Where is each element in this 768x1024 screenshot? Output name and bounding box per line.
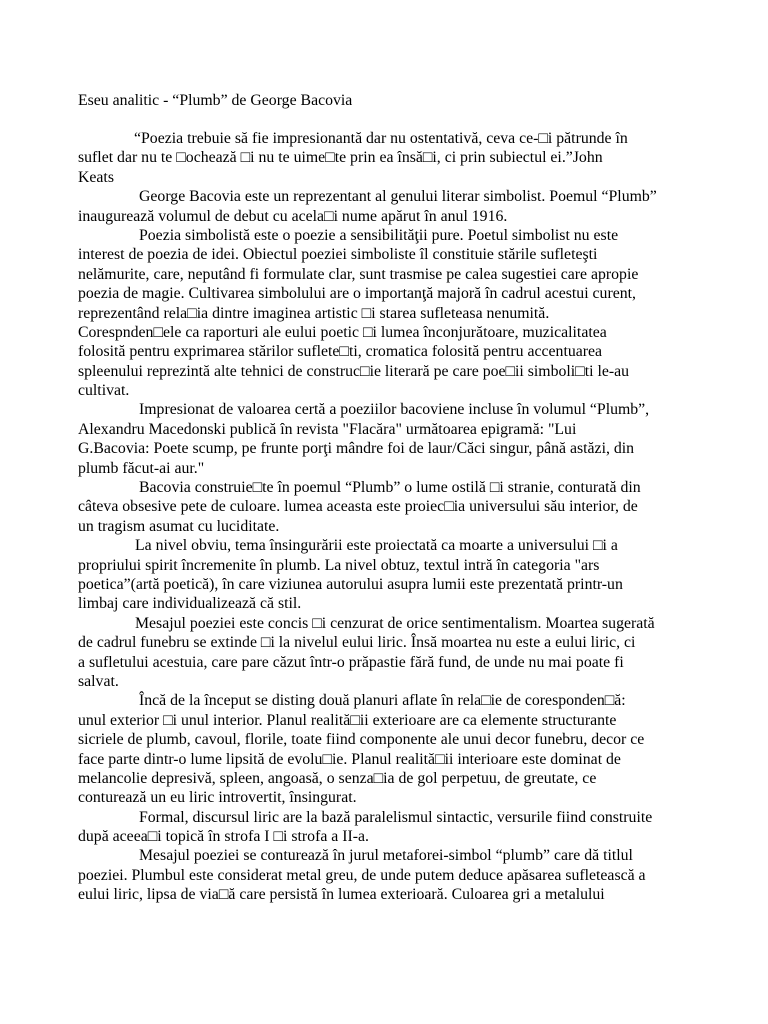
text-line: Alexandru Macedonski publică în revista "Flacăra" următoarea epigramă: "Lui [78,420,577,438]
text-line: plumb făcut-ai aur." [78,459,205,477]
text-line: unul exterior □i unul interior. Planul realită□ii exterioare are ca elemente structurante [78,711,617,729]
text-line: salvat. [78,672,119,690]
text-line: reprezentând rela□ia dintre imaginea artistic □i starea sufleteasa nenumită. [78,304,550,322]
text-line: La nivel obviu, tema însingurării este proiectată ca moarte a universului □i a [135,537,618,555]
text-line: Mesajul poeziei este concis □i cenzurat de orice sentimentalism. Moartea sugerată [135,614,655,632]
text-line: câteva obsesive pete de culoare. lumea aceasta este proiec□ia universului său interior, de [78,498,638,516]
text-line: propriului spirit încremenite în plumb. La nivel obtuz, textul intră în categoria "ars [78,556,600,574]
text-line: limbaj care individualizează că stil. [78,595,302,613]
text-line: folosită pentru exprimarea stărilor suflete□ti, cromatica folosită pentru accentuarea [78,343,603,361]
text-line: poeziei. Plumbul este considerat metal greu, de unde putem deduce apăsarea sufletească a [78,866,646,884]
text-line: nelămurite, care, neputând fi formulate clar, sunt trasmise pe calea sugestiei care apropie [78,265,639,283]
text-line: sicriele de plumb, cavoul, florile, toate fiind componente ale unui decor funebru, decor ce [78,731,645,749]
text-line: “Poezia trebuie să fie impresionantă dar nu ostentativă, ceva ce-□i pătrunde în [134,130,628,147]
essay-body [78,129,683,905]
text-line: după aceea□i topică în strofa I □i strofa a II-a. [78,828,370,846]
text-line: G.Bacovia: Poete scump, pe frunte porţi mândre foi de laur/Căci singur, până astăzi, din [78,440,635,458]
text-line: a sufletului acestuia, care pare căzut într-o prăpastie fără fund, de unde nu mai poate fi [78,653,624,671]
text-line: Corespnden□ele ca raporturi ale eului poetic □i lumea înconjurătoare, muzicalitatea [78,323,607,341]
text-line: inaugurează volumul de debut cu acela□i nume apărut în anul 1916. [78,207,508,225]
text-line: eului liric, lipsa de via□ă care persistă în lumea exterioară. Culoarea gri a metalului [78,886,605,904]
text-line: Mesajul poeziei se conturează în jurul metaforei-simbol “plumb” care dă titlul [139,847,633,865]
essay-lines [78,129,683,905]
text-line: Keats [78,168,114,186]
text-line: suflet dar nu te □ochează □i nu te uime□te prin ea însă□i, ci prin subiectul ei.”John [78,149,603,167]
text-line: Impresionat de valoarea certă a poeziilor bacoviene incluse în volumul “Plumb”, [139,401,650,419]
text-line: de cadrul funebru se extinde □i la nivelul eului liric. Însă moartea nu este a eului liric, ci [78,634,636,652]
text-line: melancolie depresivă, spleen, angoasă, o senza□ia de gol perpetuu, de greutate, ce [78,769,597,787]
text-line: un tragism asumat cu luciditate. [78,517,280,535]
text-line: poetica”(artă poetică), în care viziunea autorului asupra lumii este prezentată printr-un [78,575,623,593]
text-line: conturează un eu liric introvertit, însingurat. [78,789,357,807]
essay-title: Eseu analitic - “Plumb” de George Bacovia [78,92,353,109]
text-line: Încă de la început se disting două planuri aflate în rela□ie de coresponden□ă: [139,692,626,710]
text-line: Formal, discursul liric are la bază paralelismul sintactic, versurile fiind construite [139,808,653,826]
text-line: poezia de magie. Cultivarea simbolului are o importanţă majoră în cadrul acestui curent, [78,285,636,303]
text-line: Bacovia construie□te în poemul “Plumb” o lume ostilă □i stranie, conturată din [139,479,641,497]
text-line: spleenului reprezintă alte tehnici de construc□ie literară pe care poe□ii simboli□ti le-au [78,362,630,380]
text-line: George Bacovia este un reprezentant al genului literar simbolist. Poemul “Plumb” [139,188,657,206]
text-line: interest de poezia de idei. Obiectul poeziei simboliste îl constituie stările sufleteşti [78,246,598,264]
text-line: cultivat. [78,382,130,400]
text-line: Poezia simbolistă este o poezie a sensibilităţii pure. Poetul simbolist nu este [139,226,619,244]
text-line: face parte dintr-o lume lipsită de evolu□ie. Planul realită□ii interioare este dominat de [78,750,621,768]
